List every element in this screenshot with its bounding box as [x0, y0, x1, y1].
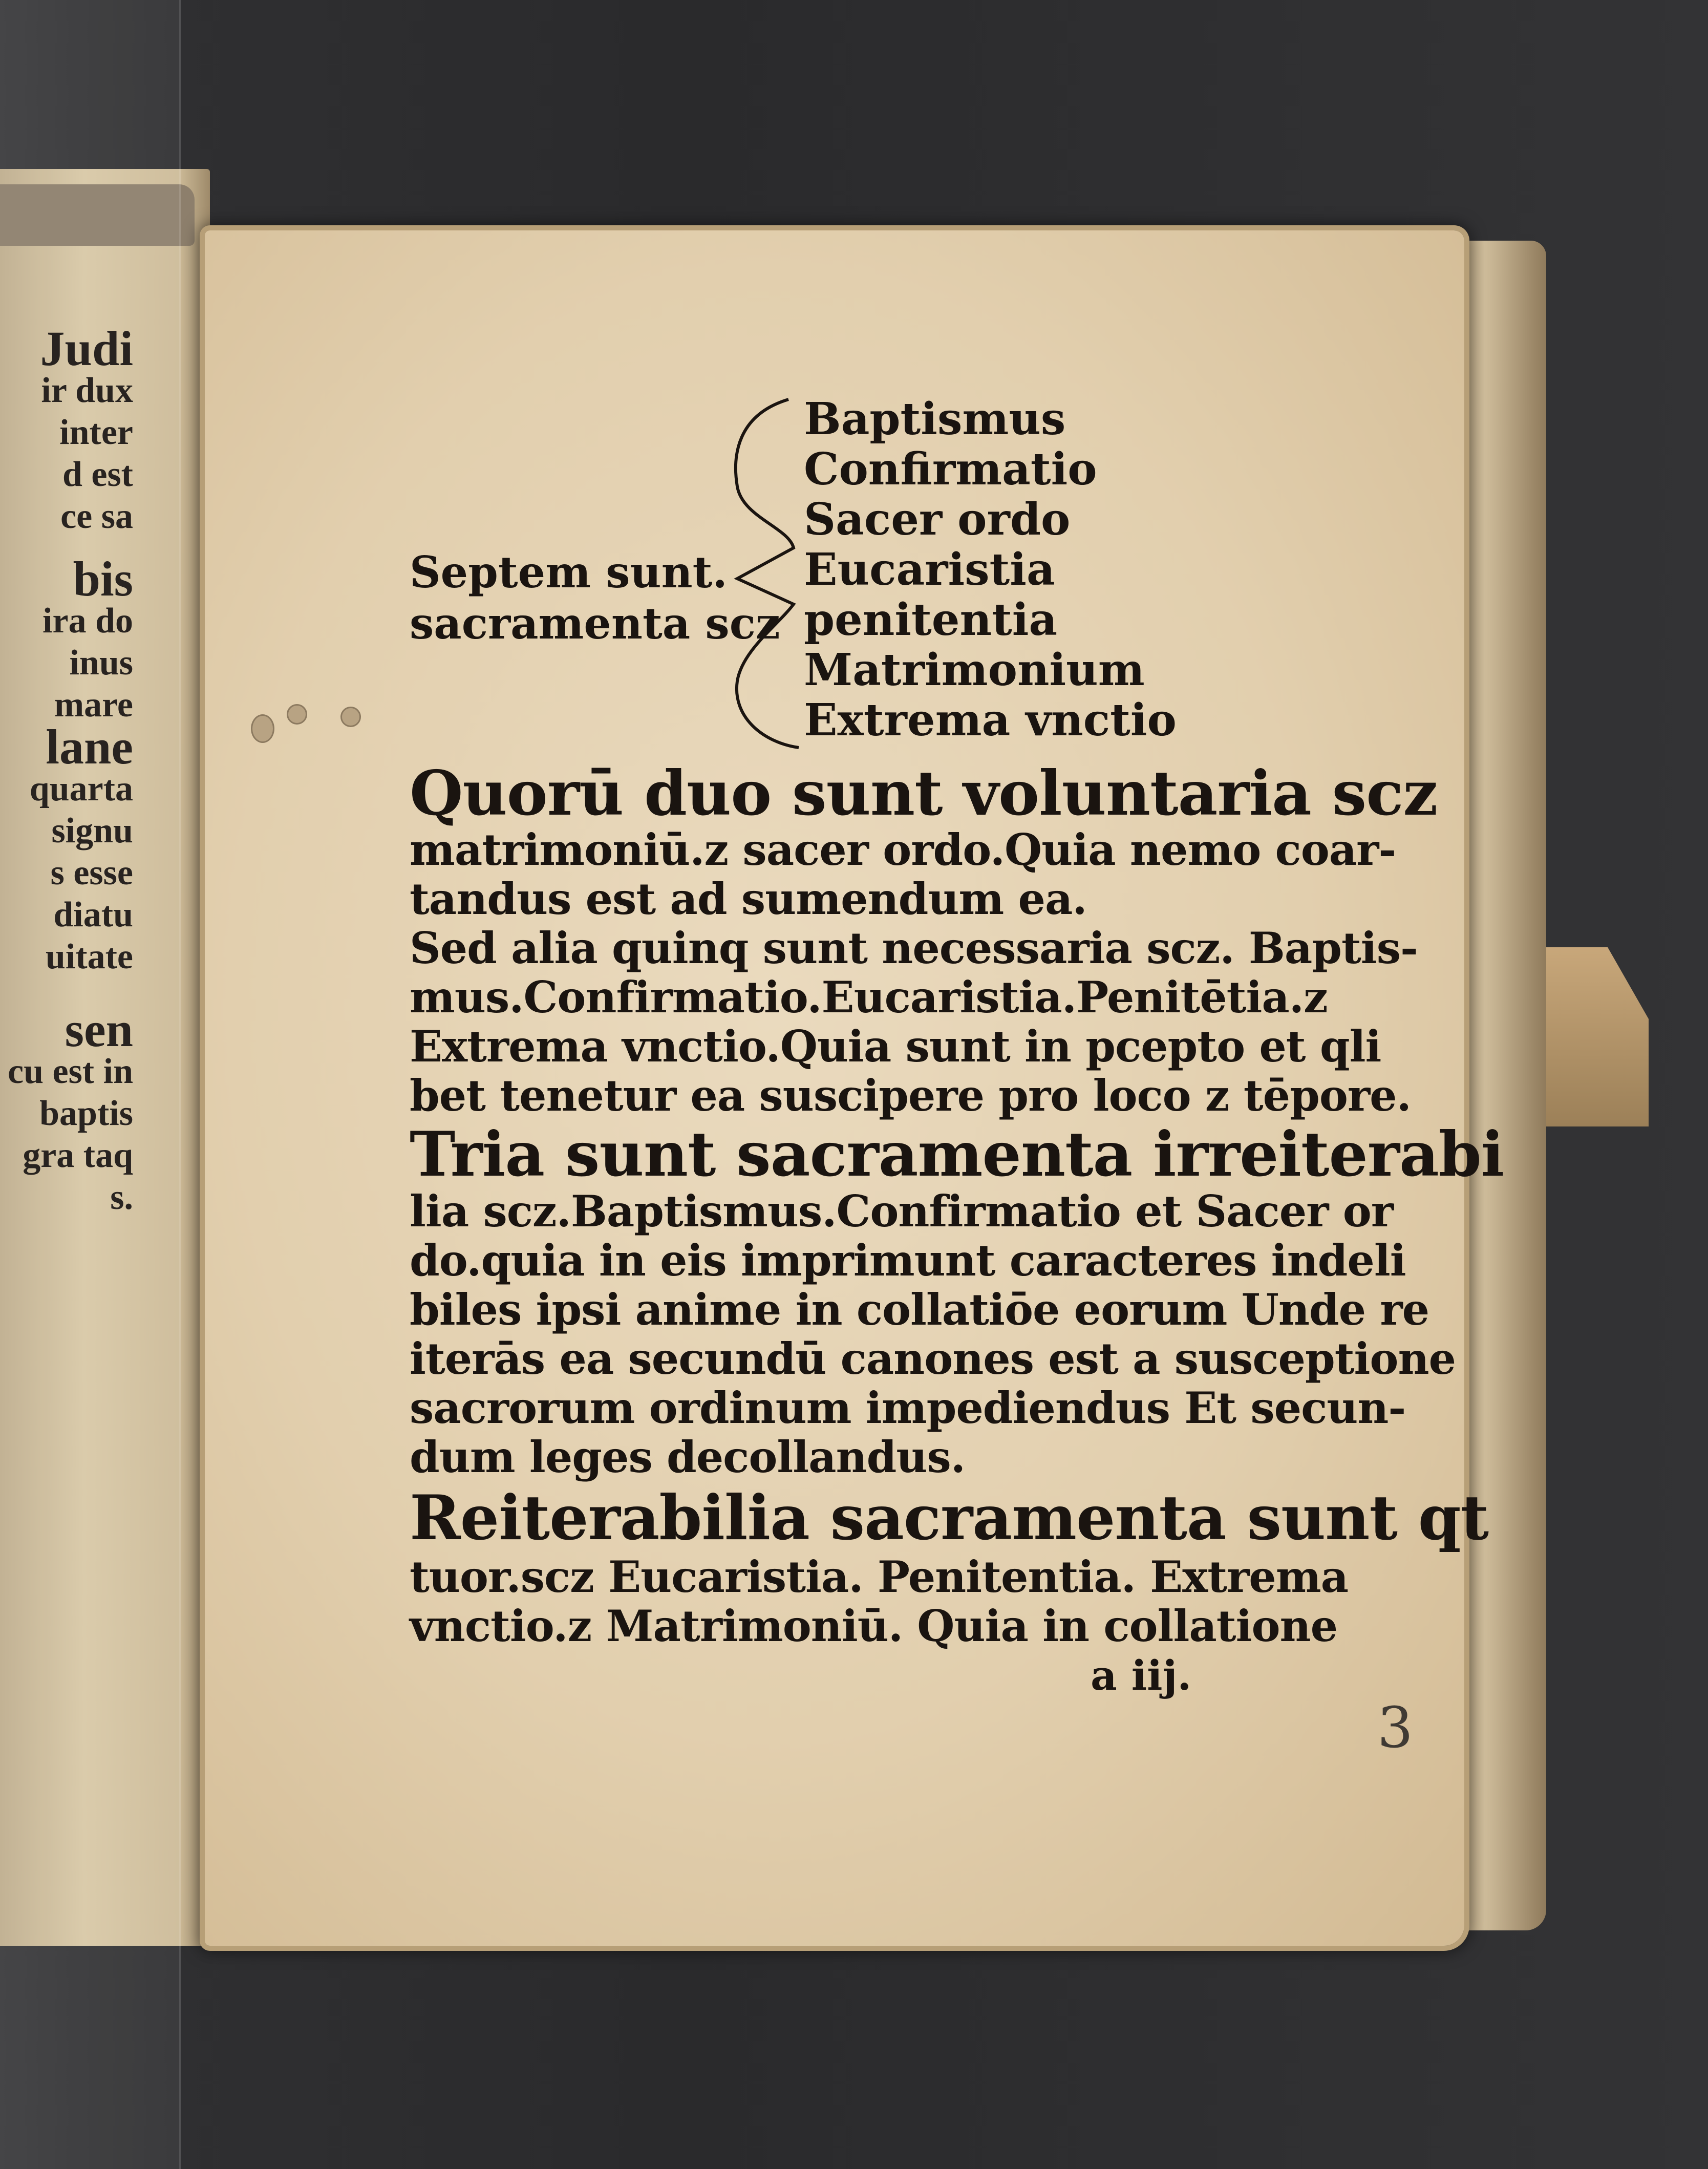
paragraph-line: bet tenetur ea suscipere pro loco z tēpore.	[410, 1070, 1411, 1121]
left-line: ce sa	[60, 497, 133, 536]
left-line: lane	[46, 726, 133, 768]
left-line: s.	[110, 1178, 133, 1217]
left-line: quarta	[29, 769, 133, 809]
left-line: gra taq	[23, 1136, 133, 1175]
left-line: baptis	[39, 1094, 133, 1133]
paragraph-line: Quorū duo sunt voluntaria scz	[410, 757, 1438, 830]
list-item: Matrimonium	[804, 644, 1145, 696]
left-line: inus	[69, 643, 133, 683]
paragraph-line: lia scz.Baptismus.Confirmatio et Sacer or	[410, 1186, 1394, 1237]
list-item: Sacer ordo	[804, 494, 1071, 545]
paragraph-line: Tria sunt sacramenta irreiterabi	[410, 1118, 1504, 1190]
left-line: uitate	[45, 937, 133, 976]
left-line: d est	[62, 455, 133, 494]
septem-line: Septem sunt.	[410, 547, 728, 598]
page-hole	[287, 704, 307, 725]
paragraph-line: tandus est ad sumendum ea.	[410, 874, 1087, 924]
left-line: diatu	[53, 895, 133, 934]
list-item: Baptismus	[804, 393, 1066, 445]
paragraph-line: mus.Confirmatio.Eucaristia.Penitētia.z	[410, 972, 1328, 1023]
paragraph-line: Sed alia quinq sunt necessaria scz. Baptis-	[410, 923, 1418, 973]
left-line: signu	[51, 811, 133, 850]
left-line: Judi	[40, 328, 133, 370]
left-line: bis	[73, 558, 133, 600]
page-hole	[340, 707, 361, 727]
left-line: cu est in	[8, 1052, 133, 1091]
left-line: sen	[65, 1009, 133, 1051]
paragraph-line: biles ipsi anime in collatiōe eorum Unde re	[410, 1284, 1429, 1335]
paragraph-line: Reiterabilia sacramenta sunt qt	[410, 1482, 1489, 1554]
paragraph-line: do.quia in eis imprimunt caracteres indeli	[410, 1235, 1406, 1286]
left-line: s esse	[50, 853, 133, 892]
signature-mark: a iij.	[1091, 1651, 1192, 1699]
glass-strip	[0, 0, 181, 2169]
paragraph-line: vnctio.z Matrimoniū. Quia in collatione	[410, 1601, 1338, 1651]
paragraph-line: iterās ea secundū canones est a susceptione	[410, 1333, 1456, 1384]
left-line: mare	[54, 685, 133, 725]
paragraph-line: sacrorum ordinum impediendus Et secun-	[410, 1383, 1406, 1433]
paragraph-line: matrimoniū.z sacer ordo.Quia nemo coar-	[410, 824, 1396, 875]
list-item: Eucaristia	[804, 544, 1055, 596]
left-line: inter	[59, 413, 133, 452]
list-item: Extrema vnctio	[804, 694, 1177, 746]
list-item: penitentia	[804, 594, 1058, 646]
folio-number: 3	[1377, 1695, 1413, 1760]
list-item: Confirmatio	[804, 443, 1097, 495]
page-hole	[251, 714, 274, 743]
paragraph-line: dum leges decollandus.	[410, 1432, 966, 1482]
septem-line: sacramenta scz	[410, 598, 780, 649]
left-line: ira do	[42, 601, 133, 641]
left-line: ir dux	[41, 371, 133, 410]
paragraph-line: Extrema vnctio.Quia sunt in pcepto et qli	[410, 1021, 1381, 1072]
paragraph-line: tuor.scz Eucaristia. Penitentia. Extrema	[410, 1551, 1349, 1602]
